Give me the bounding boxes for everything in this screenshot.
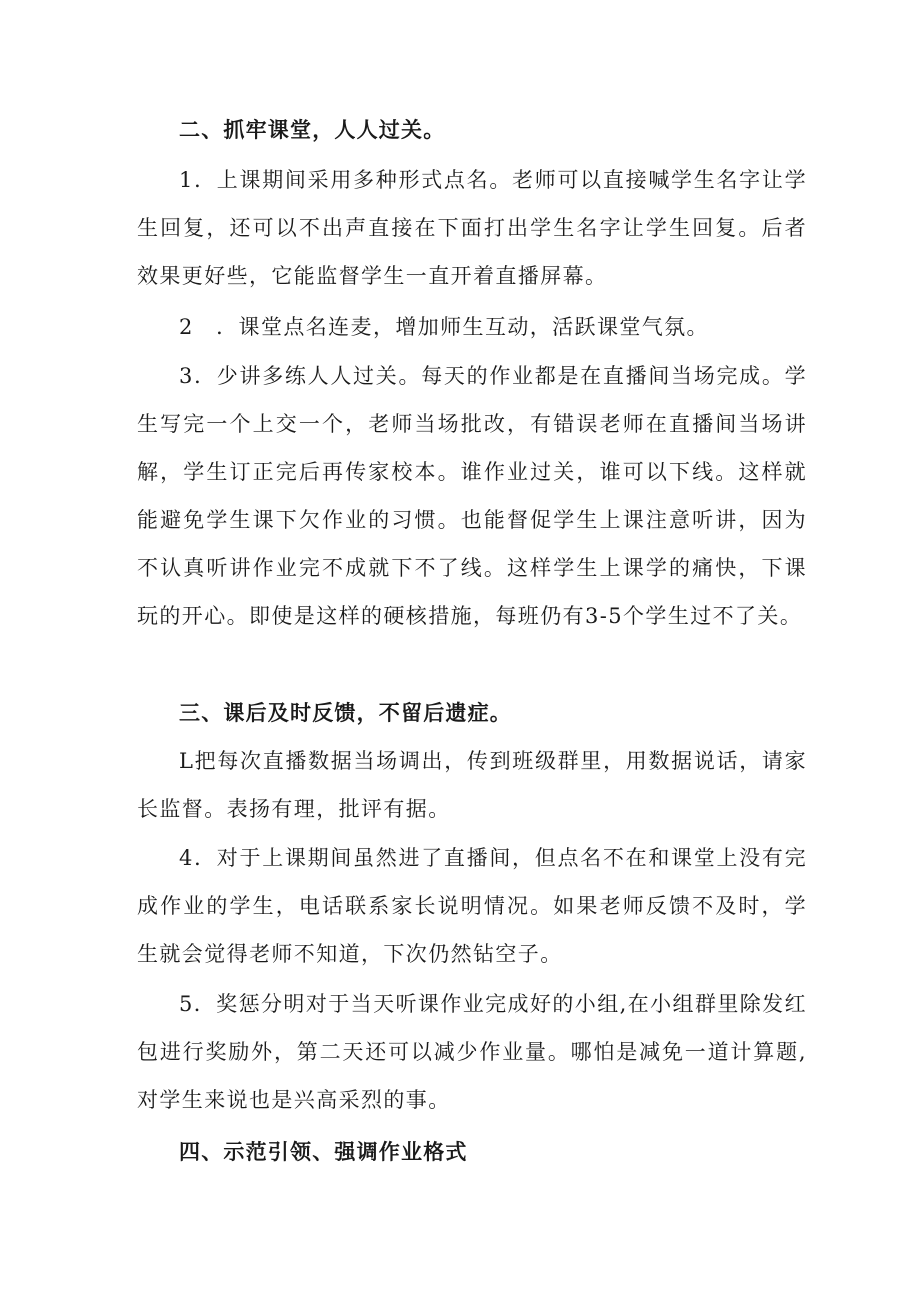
paragraph-item-1: 1．上课期间采用多种形式点名。老师可以直接喊学生名字让学生回复，还可以不出声直接在下面打出学生名字让学生回复。后者效果更好些，它能监督学生一直开着直播屏幕。 <box>137 168 807 288</box>
paragraph-item-2: 2 ．课堂点名连麦，增加师生互动，活跃课堂气氛。 <box>179 315 709 339</box>
section-heading-2: 二、抓牢课堂，人人过关。 <box>179 118 446 142</box>
paragraph-item-l: L把每次直播数据当场调出，传到班级群里，用数据说话，请家长监督。表扬有理，批评有据。 <box>137 749 807 821</box>
paragraph-item-3: 3．少讲多练人人过关。每天的作业都是在直播间当场完成。学生写完一个上交一个，老师当场批改，有错误老师在直播间当场讲解，学生订正完后再传家校本。谁作业过关，谁可以下线。这样就能避免学生课下欠作业的习惯。也能督促学生上课注意听讲，因为不认真听讲作业完不成就下不了线。这样学生上课学的痛快，下课玩的开心。即使是这样的硬核措施，每班仍有3-5个学生过不了关。 <box>137 364 807 628</box>
section-heading-4: 四、示范引领、强调作业格式 <box>179 1140 468 1164</box>
section-heading-3: 三、课后及时反馈，不留后遗症。 <box>179 701 512 725</box>
paragraph-item-4: 4．对于上课期间虽然进了直播间，但点名不在和课堂上没有完成作业的学生，电话联系家长说明情况。如果老师反馈不及时，学生就会觉得老师不知道，下次仍然钻空子。 <box>137 846 807 966</box>
paragraph-item-5: 5．奖惩分明对于当天听课作业完成好的小组,在小组群里除发红包进行奖励外，第二天还可以减少作业量。哪怕是减免一道计算题,对学生来说也是兴高采烈的事。 <box>137 992 807 1112</box>
